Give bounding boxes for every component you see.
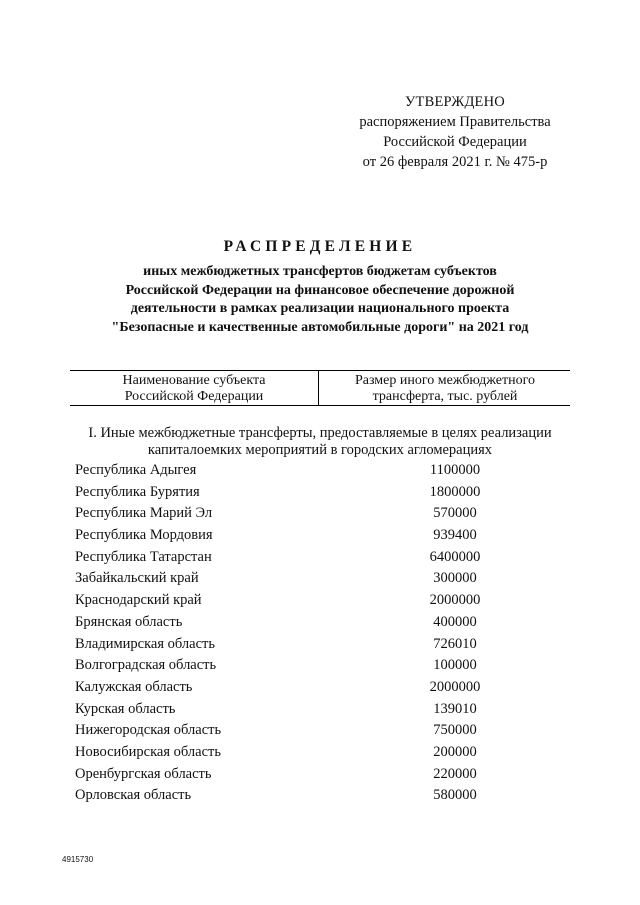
transfer-amount: 300000: [433, 570, 477, 587]
transfer-amount: 2000000: [429, 592, 481, 609]
approval-line-3: от 26 февраля 2021 г. № 475-р: [362, 154, 548, 170]
table-row: [75, 701, 575, 723]
transfer-amount: 400000: [433, 613, 477, 630]
approval-line-1: распоряжением Правительства: [359, 114, 551, 130]
approval-line-2: Российской Федерации: [383, 134, 527, 150]
table-row: [75, 766, 575, 788]
table-row: [75, 657, 575, 679]
subject-name: Республика Татарстан: [75, 548, 212, 565]
approval-title: УТВЕРЖДЕНО: [405, 94, 505, 110]
column-header-amount: [320, 373, 570, 403]
section-title-line: I. Иные межбюджетные трансферты, предоставляемые в целях реализации: [88, 425, 552, 441]
subject-name: Республика Адыгея: [75, 462, 197, 478]
transfer-amount: 2000000: [429, 678, 481, 695]
table-row: [75, 462, 575, 484]
table-row: [75, 484, 575, 506]
transfer-amount: 6400000: [429, 548, 481, 565]
transfer-amount: 1800000: [429, 483, 481, 500]
section-title: [70, 425, 570, 458]
transfer-amount: 939400: [433, 527, 477, 544]
transfer-amount: 580000: [433, 787, 477, 804]
subject-name: Забайкальский край: [75, 570, 199, 587]
subtitle-line: деятельности в рамках реализации национального проекта: [130, 301, 510, 316]
subtitle-line: Российской Федерации на финансовое обеспечение дорожной: [125, 282, 515, 298]
subtitle-line: "Безопасные и качественные автомобильные дороги" на 2021 год: [111, 319, 529, 335]
transfer-amount: 100000: [433, 657, 477, 674]
transfer-amount: 139010: [433, 700, 477, 717]
subtitle-line: иных межбюджетных трансфертов бюджетам субъектов: [143, 264, 497, 279]
document-title: РАСПРЕДЕЛЕНИЕ: [223, 238, 417, 255]
section-title-line: капиталоемких мероприятий в городских агломерациях: [147, 441, 493, 458]
table-row: [75, 527, 575, 549]
subject-name: Новосибирская область: [75, 743, 221, 760]
subject-name: Республика Марий Эл: [75, 505, 213, 522]
approval-block: [340, 92, 570, 172]
subject-name: Владимирская область: [75, 635, 215, 652]
table-row: [75, 570, 575, 592]
table-row: [75, 744, 575, 766]
document-code: 4915730: [62, 855, 94, 864]
table-row: [75, 614, 575, 636]
subject-name: Калужская область: [75, 678, 193, 695]
subject-name: Волгоградская область: [75, 657, 217, 674]
subject-name: Республика Мордовия: [75, 527, 213, 544]
transfer-amount: 726010: [433, 635, 477, 652]
table-row: [75, 787, 575, 809]
subject-name: Краснодарский край: [75, 592, 202, 609]
subject-name: Курская область: [75, 700, 176, 717]
table-header: [70, 370, 570, 406]
document-subtitle: [60, 263, 580, 337]
subject-name: Брянская область: [75, 613, 183, 630]
table-row: [75, 679, 575, 701]
table-row: [75, 722, 575, 744]
subject-name: Орловская область: [75, 787, 192, 804]
transfer-amount: 570000: [433, 505, 477, 522]
table-body: [75, 462, 575, 809]
column-header-line: трансферта, тыс. рублей: [372, 388, 518, 404]
column-divider: [318, 371, 319, 405]
column-header-line: Размер иного межбюджетного: [354, 373, 536, 388]
transfer-amount: 220000: [433, 765, 477, 782]
table-row: [75, 592, 575, 614]
transfer-amount: 200000: [433, 743, 477, 760]
table-row: [75, 505, 575, 527]
transfer-amount: 1100000: [429, 462, 481, 478]
column-header-line: Российской Федерации: [124, 388, 264, 404]
subject-name: Оренбургская область: [75, 765, 212, 782]
column-header-subject: [70, 373, 318, 403]
subject-name: Нижегородская область: [75, 722, 222, 739]
transfer-amount: 750000: [433, 722, 477, 739]
table-row: [75, 549, 575, 571]
table-row: [75, 636, 575, 658]
column-header-line: Наименование субъекта: [122, 373, 266, 388]
subject-name: Республика Бурятия: [75, 483, 200, 500]
